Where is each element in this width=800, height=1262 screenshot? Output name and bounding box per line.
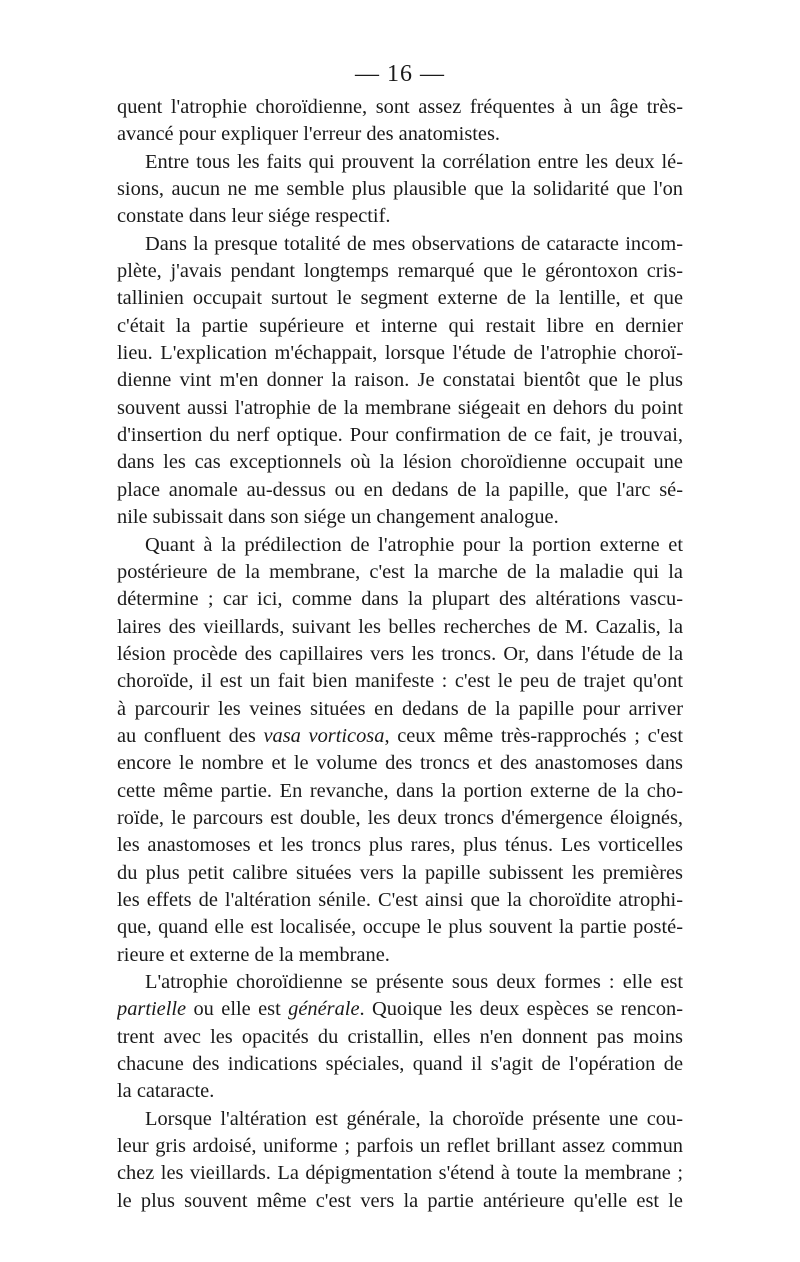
paragraph-4 (117, 532, 683, 970)
paragraph-3 (117, 231, 683, 532)
paragraph-2 (117, 149, 683, 231)
text-line: détermine ; car ici, comme dans la plupart des altérations vascu- (117, 588, 683, 611)
book-page (117, 60, 683, 1215)
text-line: plète, j'avais pendant longtemps remarqué que le gérontoxon cris- (117, 260, 683, 283)
text-line: à parcourir les veines situées en dedans de la papille pour arriver (117, 697, 683, 720)
text-line: lésion procède des capillaires vers les troncs. Or, dans l'étude de la (117, 642, 683, 665)
text-line: place anomale au-dessus ou en dedans de la papille, que l'arc sé- (117, 478, 683, 501)
text-line: Dans la presque totalité de mes observations de cataracte incom- (145, 232, 683, 255)
text-line: laires des vieillards, suivant les belles recherches de M. Cazalis, la (117, 615, 683, 638)
text-line: trent avec les opacités du cristallin, elles n'en donnent pas moins (117, 1025, 683, 1048)
text-line: quent l'atrophie choroïdienne, sont assez fréquentes à un âge très- (117, 96, 683, 118)
text-line: souvent aussi l'atrophie de la membrane siégeait en dehors du point (117, 396, 683, 419)
text-line: choroïde, il est un fait bien manifeste : c'est le peu de trajet qu'ont (117, 670, 683, 693)
text-line: postérieure de la membrane, c'est la marche de la maladie qui la (117, 560, 683, 583)
text-line: leur gris ardoisé, uniforme ; parfois un reflet brillant assez commun (117, 1135, 683, 1158)
text-segment: . Quoique les deux espèces se rencon- (359, 998, 683, 1021)
text-line: les anastomoses et les troncs plus rares, plus ténus. Les vorticelles (117, 834, 683, 857)
italic-term: générale (288, 998, 360, 1021)
text-line: cette même partie. En revanche, dans la portion externe de la cho- (117, 779, 683, 802)
text-line: dans les cas exceptionnels où la lésion choroïdienne occupait une (117, 451, 683, 474)
text-line: sions, aucun ne me semble plus plausible que la solidarité que l'on (117, 178, 683, 201)
text-line: tallinien occupait surtout le segment externe de la lentille, et que (117, 287, 683, 310)
text-line: lieu. L'explication m'échappait, lorsque l'étude de l'atrophie choroï- (117, 342, 683, 365)
text-line: L'atrophie choroïdienne se présente sous deux formes : elle est (145, 971, 683, 993)
text-line: du plus petit calibre situées vers la papille subissent les premières (117, 861, 683, 884)
page-number: — 16 — (355, 61, 445, 87)
text-line (117, 996, 683, 1023)
paragraph-6 (117, 1106, 683, 1215)
text-line: le plus souvent même c'est vers la partie antérieure qu'elle est le (117, 1189, 683, 1212)
text-line: roïde, le parcours est double, les deux troncs d'émergence éloignés, (117, 806, 683, 829)
text-line: Quant à la prédilection de l'atrophie pour la portion externe et (145, 533, 683, 556)
text-segment: , ceux même très-rapprochés ; c'est (384, 724, 683, 747)
text-line: les effets de l'altération sénile. C'est ainsi que la choroïdite atrophi- (117, 888, 683, 911)
text-line: nile subissait dans son siége un changement analogue. (117, 506, 559, 529)
text-line: chacune des indications spéciales, quand il s'agit de l'opération de (117, 1053, 683, 1076)
text-line: la cataracte. (117, 1080, 215, 1103)
text-line: que, quand elle est localisée, occupe le plus souvent la partie posté- (117, 916, 683, 939)
text-line: Lorsque l'altération est générale, la choroïde présente une cou- (145, 1107, 683, 1130)
text-segment: ou elle est (186, 998, 289, 1021)
text-line: avancé pour expliquer l'erreur des anatomistes. (117, 123, 501, 146)
italic-term: partielle (117, 998, 187, 1021)
text-line: constate dans leur siége respectif. (117, 205, 391, 228)
italic-term: vasa vorticosa (263, 724, 385, 747)
text-line: encore le nombre et le volume des troncs et des anastomoses dans (117, 752, 683, 775)
text-line: chez les vieillards. La dépigmentation s'étend à toute la membrane ; (117, 1162, 683, 1185)
text-line: Entre tous les faits qui prouvent la corrélation entre les deux lé- (145, 150, 683, 173)
text-segment: au confluent des (117, 724, 264, 747)
text-line: d'insertion du nerf optique. Pour confirmation de ce fait, je trouvai, (117, 424, 683, 447)
paragraph-5 (117, 969, 683, 1106)
text-line (117, 723, 683, 750)
text-line: rieure et externe de la membrane. (117, 943, 390, 966)
text-line: c'était la partie supérieure et interne qui restait libre en dernier (117, 314, 683, 337)
text-line: dienne vint m'en donner la raison. Je constatai bientôt que le plus (117, 369, 683, 392)
paragraph-1 (117, 94, 683, 149)
